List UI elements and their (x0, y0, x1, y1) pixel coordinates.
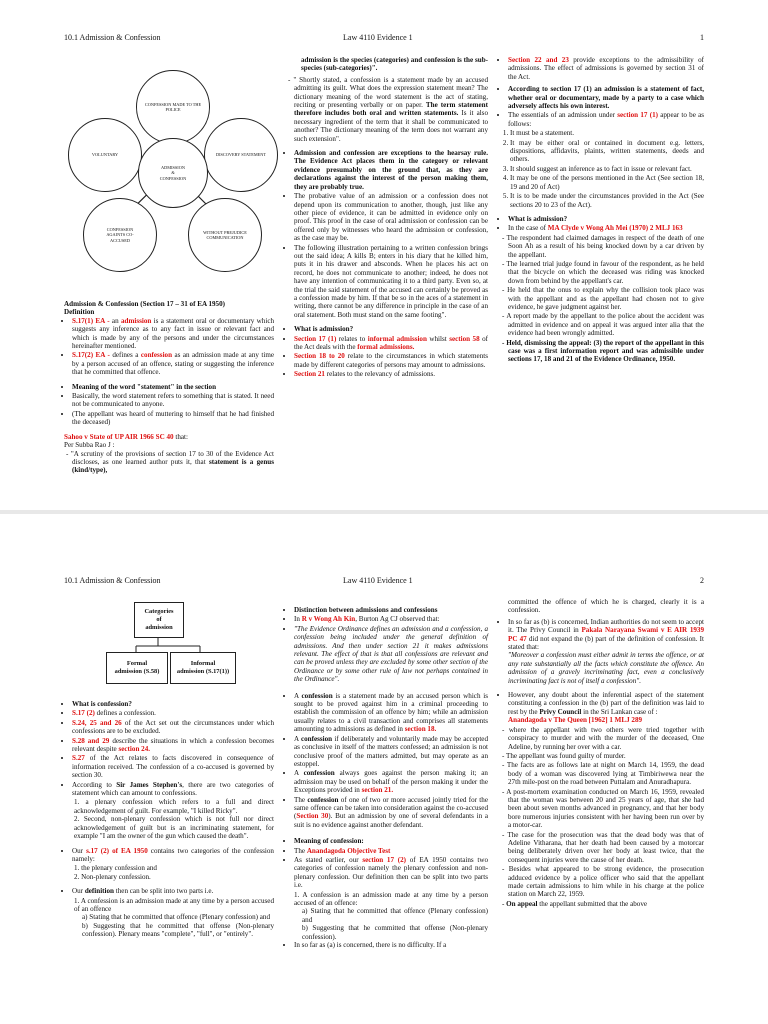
list-item (508, 224, 704, 232)
box-label (177, 660, 229, 676)
bullet-list (64, 887, 274, 895)
bold-text: confession (301, 691, 333, 700)
list-item (72, 754, 274, 779)
circle-label: DISCOVERY STATEMENT (216, 152, 266, 158)
text: ). But an admission by one of several defendants in a suit is no evidence against another defendant. (294, 812, 489, 829)
text: The essentials of an admission under (508, 111, 615, 120)
center-label-1: ADMISSION (161, 165, 185, 171)
text: defines a confession. (96, 709, 156, 718)
text: whilst (429, 334, 447, 343)
list-item: b) Suggesting that he committed that offense (Non-plenary confession). Plenary means "complete", "full", or "entirely". (82, 921, 274, 939)
section-ref: Section 22 and 23 (508, 56, 569, 64)
text: in the Sri Lankan case of : (583, 707, 658, 716)
list-item: • "The Evidence Ordinance defines an admission and a confession, a confession being included under the general definition of admissions. And then under section 21 it makes admissions relevant. The effect of that is that all confessions are relevant and can be proved unless they are excluded by some other section of the Ordinance or by some other rule of law not perhaps contained in the Ordinance". (294, 625, 488, 684)
section-ref: Section 17 (1) (294, 334, 337, 343)
informal-admission-box (170, 652, 236, 684)
bold-text: confession (303, 769, 335, 778)
bullet-list (286, 837, 488, 889)
list-item: - The case for the prosecution was that the dead body was that of Adeline Vitharana, that her death had been caused by a motorcar being deliberately driven over her body at least twice, that the consequent injuries were the cause of her death. (508, 831, 704, 865)
center-label-2: & (171, 170, 175, 176)
text: Our (72, 887, 84, 896)
definition-parts (286, 891, 488, 941)
text: In the case of (508, 224, 547, 233)
list-item: - where the appellant with two others were tried together with conspiracy to murder and with the murder of the deceased, One Adeline, by running her over with a car. (508, 726, 704, 751)
text: the appellant submitted that the above (539, 899, 648, 908)
formal-admission-box (106, 652, 168, 684)
section-ref: s.17 (2) of EA 1950 (86, 846, 148, 855)
case-name: Pakala Narayana Swami v E AIR 1939 PC 47 (508, 626, 705, 643)
list-item (294, 615, 488, 623)
list-item (72, 351, 274, 376)
list-item: 4. It may be one of the persons mentioned in the Act (See section 18, 19 and 20 of Act) (510, 174, 704, 191)
page2-column-2 (286, 606, 488, 950)
list-item: 1. It must be a statement. (510, 129, 704, 137)
center-label-3: CONFESSION (159, 175, 187, 181)
text: of EA 1950 contains two categories of confession namely the plenary confession and non-plenary confession. Our definition then can be split into two parts i.e. (294, 855, 489, 890)
paragraph: committed the offence of which he is charged, clearly it is a confession. (508, 598, 704, 615)
text: As stated earlier, our (294, 855, 359, 864)
list-item: 2. Non-plenary confession. (74, 872, 151, 881)
list-item: • According to section 17 (1) an admission is a statement of fact, whether oral or documentary, made by a party to a case which adversely affects his own interest. (508, 85, 704, 110)
list-item: 1. the plenary confession and (74, 864, 157, 873)
list-item (508, 618, 704, 685)
list-item (72, 887, 274, 895)
keyword: formal admissions. (357, 343, 415, 351)
list-item: - The appellant was found guilty of murder. (508, 752, 704, 760)
box-label-2: of (156, 616, 162, 623)
circle-confession-to-police (136, 70, 210, 144)
list-item: - Held, dismissing the appeal: (3) the report of the appellant in this case was a first information report and was admissible under sections 17, 18 and 21 of the Evidence Ordinance, 1950. (508, 339, 704, 364)
text: , there are two categories of statement which can amount to confessions. (72, 780, 274, 798)
case-name: Anandagoda Objective Test (306, 846, 391, 855)
bold-text: Sir James Stephen's (116, 780, 183, 789)
case-name: MA Clyde v Wong Ah Mei (1970) 2 MLJ 163 (547, 224, 683, 233)
page1-column-1 (64, 300, 274, 476)
statement-list (64, 383, 274, 427)
bullet-list (64, 847, 274, 864)
list-item: 2. It may be either oral or contained in document e.g. letters, dispositions, affidavits, plaints, written statements, deeds and others. (510, 139, 704, 164)
definition-list (64, 317, 274, 377)
bold-text: The term statement therefore includes both oral and written statements. (294, 101, 488, 118)
text: In (294, 615, 300, 624)
text: Is it also necessary ingredient of the term that it shall be communicated to another? The dictionary meaning of the term does not warrant any such extension". (294, 109, 488, 143)
circle-against-co-accused (83, 198, 157, 272)
section-ref: Section 18 to 20 (294, 352, 345, 361)
header-page-number: 2 (700, 576, 704, 585)
list-item (72, 781, 274, 798)
circle-admission-confession (138, 138, 208, 208)
list-item: - A report made by the appellant to the police about the accident was admitted in evidence and on appeal it was argued inter alia that the evidence had been wrongly admitted. (508, 312, 704, 337)
text: " Shortly stated, a confession is a statement made by an accused admitting its guilt. What does the expression statement mean? The dictionary meaning of the word statement is the act of stating, reciting or presenting verbally or on paper. (293, 75, 488, 110)
circle-label: VOLUNTARY (91, 152, 119, 158)
case-facts-list (500, 726, 704, 909)
text: of one of two or more accused jointly tried for the same offence can be taken into consideration against the co-accused ( (294, 795, 488, 821)
section-ref: section 21. (361, 786, 394, 795)
center-label (160, 165, 187, 181)
list-item: b) Suggesting that he committed that offense (Non-plenary confession). (302, 924, 488, 941)
box-label-2: admission (S.58) (114, 668, 160, 675)
case-name: R v Wong Ah Kin (301, 615, 356, 624)
list-item: 3. It should suggest an inference as to fact in issue or relevant fact. (510, 165, 704, 173)
bullet-list (64, 700, 274, 797)
categories-box (134, 602, 184, 638)
text: if deliberately and voluntarily made may be accepted as conclusive in itself of the matters confessed; an admission is not conclusive proof of the matters admitted, but may operate as an estoppel. (294, 734, 489, 768)
quote-list (286, 76, 488, 143)
page-header (64, 576, 704, 585)
circle-label: CONFESSION MADE TO THE POLICE (144, 101, 202, 112)
section-ref: Section 30 (296, 812, 329, 821)
page-1 (0, 0, 768, 510)
list-item (72, 847, 274, 864)
list-item (294, 692, 488, 734)
page2-column-1 (64, 700, 274, 939)
list-item: - The facts are as follows late at night on March 14, 1959, the dead body of a woman was discovered lying at Timbiriwewa near the 27th mile-post on the road between Puttalam and Anuradhapura. (508, 761, 704, 786)
text: Our (72, 846, 84, 855)
section-ref: section 17 (1) (617, 111, 658, 120)
text: A (294, 734, 299, 743)
circle-without-prejudice (188, 198, 262, 272)
text: of the Act deals with the (294, 334, 488, 351)
list-item: 2. Second, non-plenary confession which is not full nor direct acknowledgement of guilt but is an incriminating statement, for example "I am the owner of the gun which caused the death". (74, 815, 274, 841)
page-header (64, 33, 704, 42)
admission-confession-diagram (64, 60, 280, 280)
text: "A scrutiny of the provisions of section 17 to 30 of the Evidence Act discloses, as one learned author puts it, that (70, 449, 274, 466)
text: A (294, 691, 299, 700)
box-label (115, 660, 160, 676)
list-item: - The respondent had claimed damages in respect of the death of one Soon Ah as a result of his being knocked down by a car driven by the appellant. (508, 234, 704, 259)
list-item (72, 450, 274, 475)
case-name: Anandagoda v The Queen [1962] 1 MLJ 289 (508, 716, 643, 725)
text: , Burton Ag CJ observed that: (355, 615, 440, 624)
bullet-list (500, 215, 704, 233)
bold-text: On appeal (506, 899, 538, 908)
text: is a statement made by an accused person which is sought to be proved against him in a criminal proceeding to establish the commission of an offence by him; while an admission usually relates to a civil transaction and comprises all statements amounting to admissions as defined in (294, 691, 489, 734)
text: appear to be as follows: (508, 111, 704, 128)
text: is a statement oral or documentary which suggests any inference as to any fact in issue or relevant fact and which is made by any of the persons and under the circumstances hereinafter mentioned. (72, 316, 275, 351)
case-facts-list (500, 234, 704, 364)
list-item (294, 76, 488, 143)
list-item (294, 335, 488, 352)
list-item (294, 769, 488, 794)
list-item (72, 709, 274, 717)
text: always goes against the person making it; an admission may be used on behalf of the person making it under the Exceptions provided in (294, 769, 488, 795)
text: The (294, 846, 306, 855)
list-item (508, 691, 704, 725)
case-citation (64, 433, 274, 441)
header-page-number: 1 (700, 33, 704, 42)
box-label-1: Informal (190, 660, 216, 667)
text: then can be split into two parts i.e. (115, 887, 214, 896)
bold-text: Privy Council (539, 707, 582, 716)
text: an (111, 316, 119, 325)
bullet-list (500, 618, 704, 725)
text: A (294, 769, 299, 778)
list-item: • What is admission? (508, 215, 704, 223)
list-item: • Admission and confession are exceptions to the hearsay rule. The Evidence Act places them in the category or relevant evidence presumably on the ground that, as they are declarations against the interest of the person making them, they are probably true. (294, 149, 488, 191)
judge-name: Per Subba Rao J : (64, 441, 115, 450)
text: The (294, 795, 306, 804)
section-ref: S.27 (72, 754, 85, 763)
quote-list (64, 450, 274, 475)
circle-voluntary (68, 118, 142, 192)
bullet-list (286, 325, 488, 378)
paragraph: admission is the species (categories) and confession is the sub-species (sub-categories)". (301, 56, 488, 73)
section-ref: section 24. (118, 745, 151, 754)
list-item: 1. A confession is an admission made at any time by a person accused of an offence (74, 896, 274, 913)
text: In so far as (b) is concerned, Indian authorities do not seem to accept it. The Privy Council in (508, 617, 704, 635)
text: contains two categories of the confession namely: (72, 846, 274, 863)
box-label-3: admission (145, 624, 173, 631)
keyword: admission (120, 316, 152, 325)
list-item: a) Stating that he committed that offence (Plenary confession) and (302, 907, 488, 924)
section-ref: section 18. (404, 725, 437, 734)
list-item: • The probative value of an admission or a confession does not depend upon its communication to another, though, just like any other piece of evidence, it can be admitted in evidence only on proof. This proof in the case of oral admission or confession can be offered only by witnesses who heard the admission or confession, as the case may be. (294, 192, 488, 242)
list-item (72, 737, 274, 754)
section-ref: S.17(1) EA - (72, 316, 110, 325)
page-2 (0, 514, 768, 1024)
list-item: a) Stating that he committed that offence (Plenary confession) and (82, 913, 270, 922)
list-item (508, 900, 704, 908)
text: provide exceptions to the admissibility of admissions. The effect of admissions is governed by section 31 of the Act. (508, 56, 704, 81)
bold-text: statement is a genus (kind/type), (72, 457, 274, 475)
categories-chart (64, 600, 274, 700)
list-item: • (The appellant was heard of muttering to himself that he had finished the deceased) (72, 410, 274, 427)
list-item: • Meaning of confession: (294, 837, 488, 845)
text: as an admission made at any time by a person accused of an offence, stating or suggesting the inference that he committed that offence. (72, 351, 274, 377)
circle-label: WITHOUT PREJUDICE COMMUNICATION (203, 229, 247, 240)
list-item: • Meaning of the word "statement" in the section (72, 383, 274, 391)
list-item: 1. a plenary confession which refers to a full and direct acknowledgement of guilt. For example, "I killed Ricky". (74, 798, 274, 815)
list-item (72, 317, 274, 351)
bold-text: definition (84, 887, 114, 896)
page2-column-3 (500, 598, 704, 909)
bullet-list (286, 149, 488, 319)
box-label-1: Formal (126, 660, 148, 667)
section-ref: S.17(2) EA - (72, 351, 110, 360)
list-item: 1. A confession is an admission made at any time by a person accused of an offence: (294, 890, 488, 907)
section-ref: section 58 (449, 334, 480, 343)
keyword: confession (140, 351, 173, 360)
header-center: Law 4110 Evidence 1 (343, 576, 413, 585)
list-item (72, 719, 274, 736)
case-name: Sahoo v State of UP AIR 1966 SC 40 (64, 432, 174, 441)
confession-types (64, 798, 274, 840)
text: According to (72, 780, 112, 789)
list-item: - Besides what appeared to be strong evidence, the prosecution adduced evidence by a police officer who said that the appellant made certain admissions to him while in his charge at the police station on March 22, 1959. (508, 865, 704, 899)
list-item: • In so far as (a) is concerned, there is no difficulty. If a (294, 941, 488, 949)
list-item: • What is confession? (72, 700, 274, 708)
bullet-list (286, 941, 488, 949)
section-ref: Section 21 (294, 370, 325, 379)
bullet-list (286, 692, 488, 830)
list-item (508, 111, 704, 128)
section-ref: S.24, 25 and 26 (72, 718, 122, 727)
header-left: 10.1 Admission & Confession (64, 576, 161, 585)
section-ref: S.28 and 29 (72, 736, 110, 745)
section-ref: section 17 (2) (362, 855, 407, 864)
header-left: 10.1 Admission & Confession (64, 33, 161, 42)
quote: "Moreover a confession must either admit in terms the offence, or at any rate substantially all the facts which constitute the offence. An admission of a gravely incriminating fact, even a conclusively incriminating fact is not of itself a confession". (508, 651, 704, 685)
list-item: • What is admission? (294, 325, 488, 333)
list-item (508, 56, 704, 81)
list-item: 5. It is to be made under the circumstances provided in the Act (See sections 20 to 23 of the Act). (510, 192, 704, 209)
list-item: • Basically, the word statement refers to something that is stated. It need not be communicated to anyone. (72, 392, 274, 409)
text: describe the situations in which a confession becomes relevant despite (72, 736, 274, 754)
section-ref: S.17 (2) (72, 709, 95, 718)
text: relate to the circumstances in which statements made by different categories of persons may amount to admissions. (294, 352, 488, 369)
list-item: - He held that the onus to explain why the collision took place was with the appellant and as the appellant had chosen not to give evidence, he gave judgment against her. (508, 286, 704, 311)
list-item: • The following illustration pertaining to a written confession brings out the said idea; A kills B; enters in his diary that he killed him, puts it in his drawer and absconds. When he places his act on record, he does not communicate to another; indeed, he does not have any intention of communicating it to a third party. Even so, at the trial the said statement of the accused can certainly be proved as a confession made by him. If that be so in the aces of a statement in writing, there cannot be any difference in principle in the case of an oral statement. Both must stand on the same footing". (294, 244, 488, 320)
section-title: Admission & Confession (Section 17 – 31 of EA 1950) (64, 300, 225, 308)
text: of the Act relates to facts discovered in consequence of information received. The confession of a co-accused is governed by section 30. (72, 754, 274, 780)
list-item (294, 735, 488, 769)
list-item (294, 796, 488, 830)
list-item (294, 856, 488, 890)
page1-column-2 (286, 56, 488, 380)
essentials-list (500, 129, 704, 209)
header-center: Law 4110 Evidence 1 (343, 33, 413, 42)
definition-parts (64, 897, 274, 939)
list-item: - A post-mortem examination conducted on March 16, 1959, revealed that the woman was between 20 and 25 years of age, that she had been about seven months advanced in pregnancy, and that her body bore numerous injuries consistent with her having been run over by a motor-car. (508, 788, 704, 830)
text: relates to the relevancy of admissions. (326, 370, 436, 379)
definition-heading: Definition (64, 308, 95, 317)
box-label-1: Categories (144, 608, 174, 615)
bullet-list (500, 56, 704, 128)
text: However, any doubt about the inferential aspect of the statement constituting a confession in the (b) part of the definition was laid to rest by the (508, 691, 704, 716)
text: of the Act set out the circumstances under which confessions are to be excluded. (72, 718, 274, 736)
list-item: - The learned trial judge found in favour of the respondent, as he held that the bicycle on which the deceased was riding was knocked down from behind by the appellant's car. (508, 260, 704, 285)
confession-categories (64, 864, 274, 881)
text: defines a (112, 351, 139, 360)
circle-discovery-statement (204, 118, 278, 192)
box-label (144, 608, 173, 632)
keyword: informal admission (367, 334, 427, 343)
list-item (294, 370, 488, 378)
text: relates to (338, 334, 366, 343)
text: that: (175, 432, 188, 441)
page1-column-3 (500, 56, 704, 365)
text: did not expand the (b) part of the definition of confession. It stated that: (508, 634, 704, 652)
bold-text: confession (300, 734, 333, 743)
list-item (294, 352, 488, 369)
bullet-list (286, 606, 488, 684)
bold-text: confession (307, 795, 339, 804)
box-label-2: admission (S.17(1)) (176, 668, 230, 675)
circle-label: CONFESSION AGAINTS CO-ACCUSED (106, 227, 134, 243)
list-item (294, 847, 488, 855)
list-item: • Distinction between admissions and confessions (294, 606, 488, 614)
